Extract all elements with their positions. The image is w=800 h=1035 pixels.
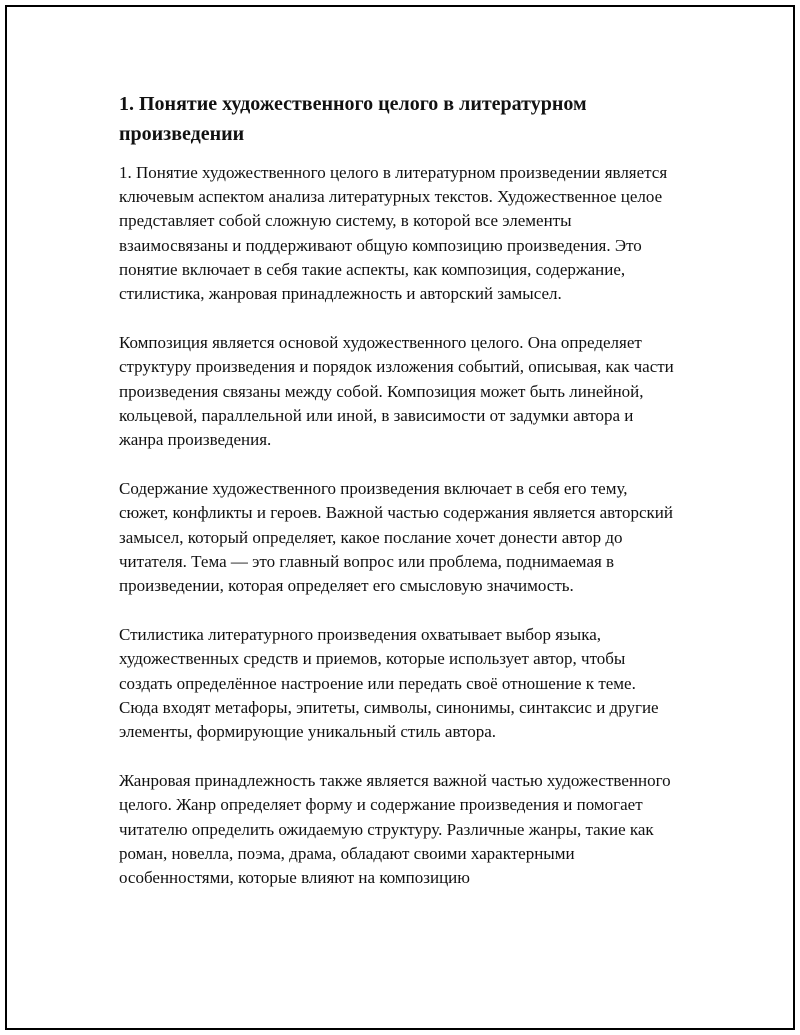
paragraph-genre: Жанровая принадлежность также является важной частью художественного целого. Жанр определяет форму и содержание произведения и помогает читателю определить ожидаемую структуру. Различные жанры, такие как роман, новелла, поэма, драма, обладают своими характерными особенностями, которые влияют на композицию — [119, 771, 671, 888]
paragraph-content: Содержание художественного произведения включает в себя его тему, сюжет, конфликты и героев. Важной частью содержания является авторский замысел, который определяет, какое послание хочет донести автор до читателя. Тема — это главный вопрос или проблема, поднимаемая в произведении, которая определяет его смысловую значимость. — [119, 479, 673, 596]
paragraph-introduction: 1. Понятие художественного целого в литературном произведении является ключевым аспектом анализа литературных текстов. Художественное целое представляет собой сложную систему, в которой все элементы взаимосвязаны и поддерживают общую композицию произведения. Это понятие включает в себя такие аспекты, как композиция, содержание, стилистика, жанровая принадлежность и авторский замысел. — [119, 163, 668, 304]
paragraph-stylistics: Стилистика литературного произведения охватывает выбор языка, художественных средств и приемов, которые использует автор, чтобы создать определённое настроение или передать своё отношение к теме. Сюда входят метафоры, эпитеты, символы, синонимы, синтаксис и другие элементы, формирующие уникальный стиль автора. — [119, 625, 659, 742]
document-heading: 1. Понятие художественного целого в литературном произведении — [119, 93, 587, 145]
document-page — [5, 5, 795, 1030]
document-content — [119, 89, 679, 890]
paragraph-composition: Композиция является основой художественного целого. Она определяет структуру произведения и порядок изложения событий, описывая, как части произведения связаны между собой. Композиция может быть линейной, кольцевой, параллельной или иной, в зависимости от задумки автора и жанра произведения. — [119, 333, 674, 450]
